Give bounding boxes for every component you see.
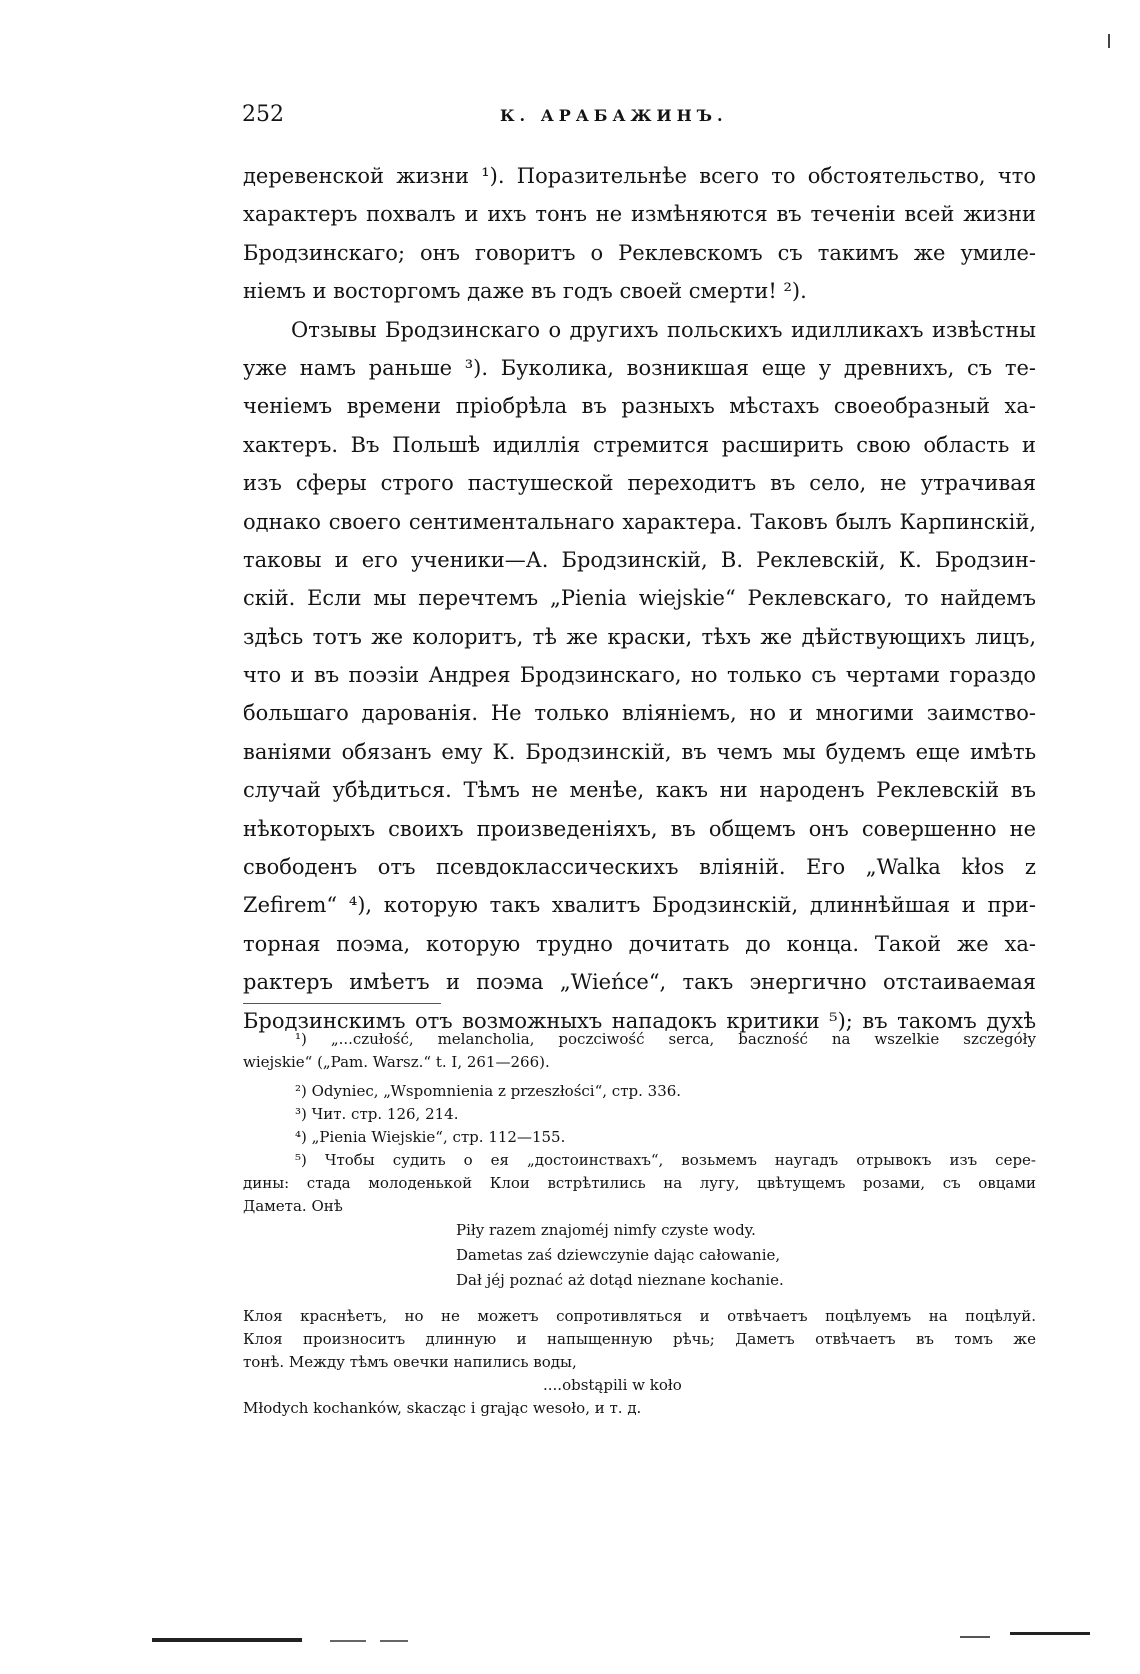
footnote-4: ⁴) „Pienia Wiejskie“, стр. 112—155. — [295, 1128, 566, 1146]
text-line: рактеръ имѣетъ и поэма „Wieńce“, такъ энергично отстаиваемая — [243, 970, 1036, 995]
scan-mark — [380, 1640, 408, 1642]
verse-line: Dametas zaś dziewczynie dając całowanie, — [456, 1246, 781, 1264]
text-line: хактеръ. Въ Польшѣ идиллія стремится расширить свою область и — [243, 432, 1036, 457]
footnote-separator — [243, 1003, 441, 1004]
footnotes — [243, 1028, 1036, 1420]
text-line: случай убѣдиться. Тѣмъ не менѣе, какъ ни народенъ Реклевскій въ — [243, 778, 1036, 803]
text-line: ніемъ и восторгомъ даже въ годъ своей смерти! ²). — [243, 279, 807, 304]
text-line: большаго дарованія. Не только вліяніемъ, но и многими заимство- — [243, 701, 1036, 726]
text-line: Отзывы Бродзинскаго о другихъ польскихъ идилликахъ извѣстны — [291, 317, 1036, 342]
verse-line: Piły razem znajoméj nimfy czyste wody. — [456, 1221, 756, 1239]
text-line: что и въ поэзіи Андрея Бродзинскаго, но только съ чертами гораздо — [243, 663, 1036, 688]
verse-line: ....obstąpili w koło — [543, 1376, 682, 1394]
footnote-3: ³) Чит. стр. 126, 214. — [295, 1105, 459, 1123]
scan-mark — [960, 1636, 990, 1638]
scan-mark — [1108, 34, 1110, 48]
footnote-1: ¹) „...czułość, melancholia, poczciwość serca, baczność na wszelkie szczegóły — [295, 1030, 1036, 1048]
footnote-5-continued: дины: стада молоденькой Клои встрѣтились на лугу, цвѣтущемъ розами, съ овцами — [243, 1174, 1036, 1192]
page-number: 252 — [242, 102, 284, 127]
footnote-2: ²) Odyniec, „Wspomnienia z przeszłości“, стр. 336. — [295, 1082, 682, 1100]
text-line: скій. Если мы перечтемъ „Pienia wiejskie“ Реклевскаго, то найдемъ — [243, 586, 1036, 611]
footnote-1-continued: wiejskie“ („Pam. Warsz.“ t. I, 261—266). — [243, 1053, 550, 1071]
footnote-5: ⁵) Чтобы судить о ея „достоинствахъ“, возьмемъ наугадъ отрывокъ изъ сере- — [295, 1151, 1036, 1169]
text-line: нѣкоторыхъ своихъ произведеніяхъ, въ общемъ онъ совершенно не — [243, 816, 1036, 841]
text-line: таковы и его ученики—А. Бродзинскій, В. Реклевскій, К. Бродзин- — [243, 547, 1036, 572]
scan-mark — [1010, 1632, 1090, 1635]
text-line: характеръ похвалъ и ихъ тонъ не измѣняются въ теченіи всей жизни — [243, 202, 1036, 227]
verse-line: Dał jéj poznać aż dotąd nieznane kochanie. — [456, 1271, 784, 1289]
body-text — [243, 157, 1036, 1040]
text-line: изъ сферы строго пастушеской переходитъ въ село, не утрачивая — [243, 471, 1036, 496]
text-line: ченіемъ времени пріобрѣла въ разныхъ мѣстахъ своеобразный ха- — [243, 394, 1036, 419]
text-line: здѣсь тотъ же колоритъ, тѣ же краски, тѣхъ же дѣйствующихъ лицъ, — [243, 624, 1036, 649]
footnote-5-continued: Клоя краснѣетъ, но не можетъ сопротивляться и отвѣчаетъ поцѣлуемъ на поцѣлуй. — [243, 1307, 1036, 1325]
text-line: ваніями обязанъ ему К. Бродзинскій, въ чемъ мы будемъ еще имѣть — [243, 739, 1036, 764]
text-line: деревенской жизни ¹). Поразительнѣе всего то обстоятельство, что — [243, 164, 1036, 188]
text-line: свободенъ отъ псевдоклассическихъ вліяній. Его „Walka kłos z — [243, 855, 1036, 880]
text-line: Zefirem“ ⁴), которую такъ хвалитъ Бродзинскій, длиннѣйшая и при- — [243, 893, 1036, 918]
text-line: уже намъ раньше ³). Буколика, возникшая еще у древнихъ, съ те- — [243, 355, 1036, 380]
scan-mark — [152, 1638, 302, 1642]
running-head: К. АРАБАЖИНЪ. — [500, 106, 728, 125]
footnote-5-continued: Młodych kochanków, skacząc i grając wesoło, и т. д. — [243, 1399, 642, 1417]
footnote-5-continued: Дамета. Онѣ — [243, 1197, 343, 1215]
text-line: Бродзинскимъ отъ возможныхъ нападокъ критики ⁵); въ такомъ духѣ — [243, 1008, 1036, 1033]
text-line: торная поэма, которую трудно дочитать до конца. Такой же ха- — [243, 931, 1036, 956]
footnote-5-continued: тонѣ. Между тѣмъ овечки напились воды, — [243, 1353, 577, 1371]
footnote-5-continued: Клоя произноситъ длинную и напыщенную рѣчь; Даметъ отвѣчаетъ въ томъ же — [243, 1330, 1036, 1348]
text-line: однако своего сентиментальнаго характера. Таковъ былъ Карпинскій, — [243, 509, 1036, 534]
scan-mark — [330, 1640, 366, 1642]
page-header — [230, 102, 990, 132]
text-line: Бродзинскаго; онъ говоритъ о Реклевскомъ съ такимъ же умиле- — [243, 240, 1036, 265]
